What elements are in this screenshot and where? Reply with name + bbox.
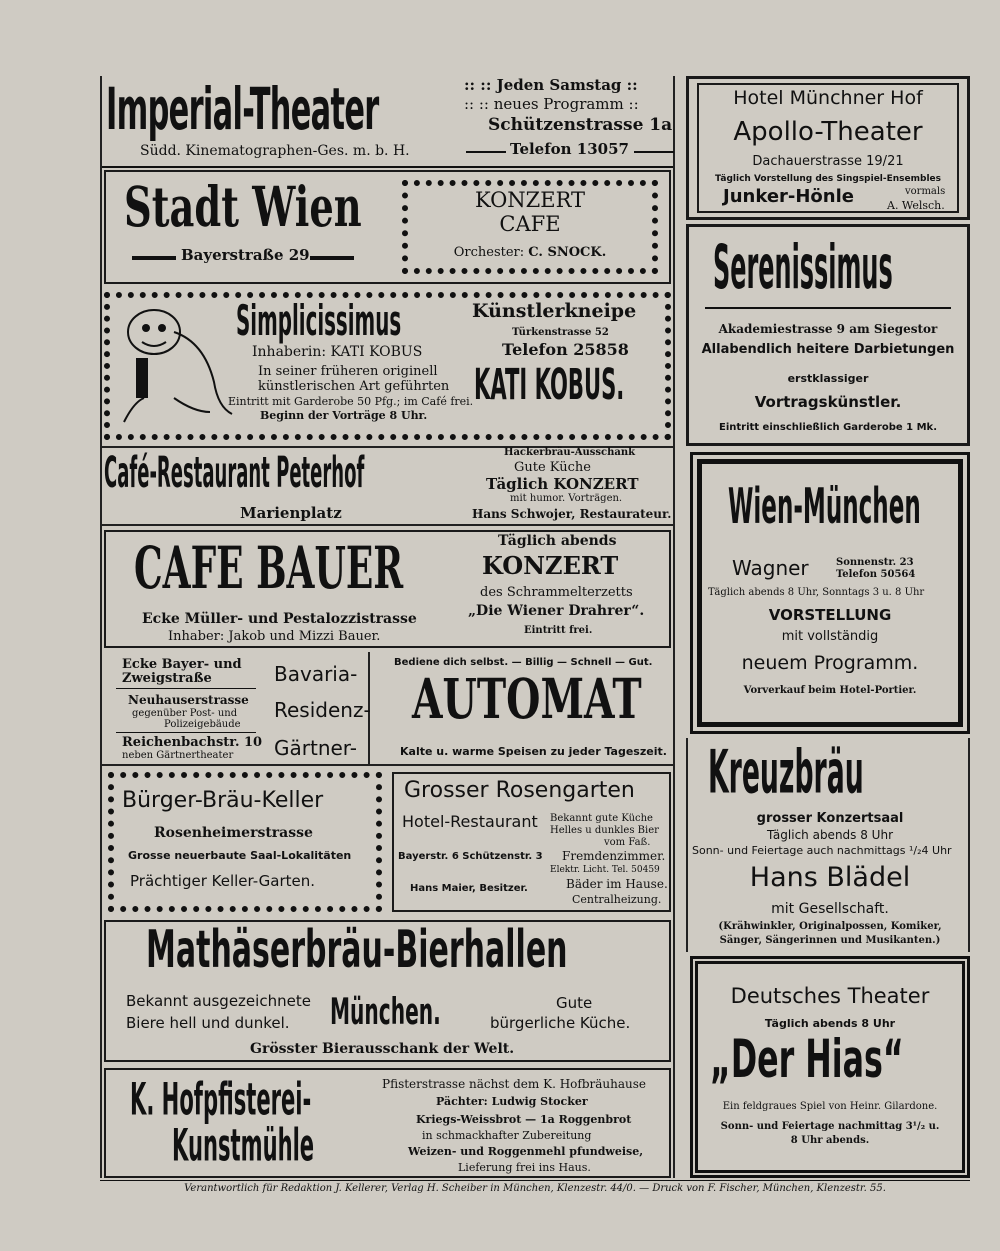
- hofpfisterei-l1: Pfisterstrasse nächst dem K. Hofbräuhause: [382, 1077, 646, 1091]
- wien-muenchen-addr1: Sonnenstr. 23: [836, 557, 914, 568]
- rosengarten-r2: Helles u dunkles Bier: [550, 825, 659, 836]
- rosengarten-r6: Bäder im Hause.: [566, 877, 668, 891]
- apollo-l2: Täglich Vorstellung des Singspiel-Ensembles: [714, 174, 942, 184]
- wien-muenchen-l1: VORSTELLUNG: [768, 606, 892, 624]
- simplicissimus-owner: Inhaberin: KATI KOBUS: [252, 344, 423, 360]
- rosengarten-r4: Fremdenzimmer.: [562, 849, 666, 863]
- konzert-cafe-frame: [402, 180, 658, 274]
- kreuzbraeu-title: Kreuzbräu: [708, 736, 864, 807]
- simplicissimus-kneipe: Künstlerkneipe: [472, 300, 637, 322]
- rosengarten-sub: Hotel-Restaurant: [402, 812, 538, 831]
- bulldog-icon: [114, 302, 234, 430]
- ad-peterhof: [102, 446, 673, 526]
- rosengarten-r1: Bekannt gute Küche: [550, 813, 653, 824]
- peterhof-l3: Täglich KONZERT: [486, 475, 639, 493]
- wien-muenchen-times: Täglich abends 8 Uhr, Sonntags 3 u. 8 Uhr: [708, 587, 925, 598]
- ad-mathaeser: [104, 920, 671, 1062]
- ad-stadt-wien: [104, 170, 671, 284]
- cafe-bauer-l3: des Schrammelterzetts: [480, 585, 633, 600]
- cafe-bauer-title: CAFE BAUER: [134, 535, 404, 603]
- ad-rosengarten: [392, 772, 671, 912]
- hofpfisterei-l3: Kriegs-Weissbrot — 1a Roggenbrot: [416, 1113, 632, 1126]
- wien-muenchen-title: Wien-München: [728, 479, 921, 536]
- serenissimus-l4: Vortragskünstler.: [754, 393, 902, 411]
- hofpfisterei-l4: in schmackhafter Zubereitung: [422, 1129, 592, 1142]
- automat-loc2c: Polizeigebäude: [164, 719, 241, 730]
- cafe-bauer-owner: Inhaber: Jakob und Mizzi Bauer.: [168, 629, 381, 644]
- peterhof-title: Café-Restaurant Peterhof: [104, 448, 365, 499]
- ad-buergerbraeu: [108, 772, 382, 912]
- apollo-title: Apollo-Theater: [733, 117, 923, 147]
- automat-n3: Gärtner-: [274, 736, 357, 760]
- hofpfisterei-l2: Pächter: Ludwig Stocker: [436, 1095, 588, 1108]
- ad-deutsches-theater: [690, 956, 970, 1178]
- kreuzbraeu-l6: Sänger, Sängerinnen und Musikanten.): [719, 935, 941, 946]
- simplicissimus-text3: Eintritt mit Garderobe 50 Pfg.; im Café frei.: [228, 395, 474, 408]
- serenissimus-l5: Eintritt einschließlich Garderobe 1 Mk.: [719, 422, 937, 433]
- orchester-label: Orchester:: [453, 245, 525, 260]
- kreuzbraeu-name: Hans Blädel: [749, 862, 911, 893]
- ad-imperial-theater: [102, 76, 673, 166]
- wien-muenchen-name: Wagner: [732, 556, 809, 580]
- automat-top: Bediene dich selbst. — Billig — Schnell — Gut.: [394, 657, 653, 668]
- buergerbraeu-l3: Prächtiger Keller-Garten.: [130, 872, 316, 890]
- simplicissimus-title: Simplicissimus: [236, 296, 402, 346]
- ad-automat: [102, 652, 673, 766]
- cafe-bauer-l1: Täglich abends: [498, 533, 617, 549]
- cafe-bauer-addr: Ecke Müller- und Pestalozzistrasse: [142, 611, 417, 627]
- cafe-bauer-l4: „Die Wiener Drahrer“.: [468, 603, 645, 619]
- peterhof-place: Marienplatz: [240, 504, 342, 522]
- mathaeser-right1: Gute: [556, 994, 593, 1012]
- imperial-rule-right: [634, 151, 674, 153]
- simplicissimus-street: Türkenstrasse 52: [512, 327, 609, 338]
- wien-muenchen-addr2: Telefon 50564: [836, 569, 916, 580]
- wien-muenchen-l4: Vorverkauf beim Hotel-Portier.: [743, 685, 917, 696]
- kreuzbraeu-l3: Sonn- und Feiertage auch nachmittags ¹/₂4 Uhr: [692, 844, 952, 857]
- peterhof-l5: Hans Schwojer, Restaurateur.: [472, 507, 672, 521]
- apollo-l1: Hotel Münchner Hof: [733, 87, 923, 109]
- simplicissimus-name: KATI KOBUS.: [474, 360, 625, 411]
- wien-muenchen-l2: mit vollständig: [781, 629, 879, 644]
- apollo-vormals: vormals: [905, 186, 946, 197]
- deutsches-title: Deutsches Theater: [730, 984, 930, 1008]
- mathaeser-city: München.: [330, 990, 441, 1033]
- buergerbraeu-l2: Grosse neuerbaute Saal-Lokalitäten: [128, 849, 352, 862]
- deutsches-l3: Sonn- und Feiertage nachmittag 3¹/₂ u.: [720, 1121, 940, 1132]
- simplicissimus-text1: In seiner früheren originell: [258, 364, 438, 379]
- mathaeser-left2: Biere hell und dunkel.: [126, 1014, 290, 1032]
- cafe-bauer-l5: Eintritt frei.: [524, 625, 593, 636]
- automat-loc3a: Reichenbachstr. 10: [122, 735, 263, 750]
- stadt-wien-cafe: CAFE: [499, 212, 561, 236]
- imperial-phone: Telefon 13057: [510, 140, 629, 158]
- simplicissimus-text4: Beginn der Vorträge 8 Uhr.: [260, 409, 428, 422]
- ad-cafe-bauer: [104, 530, 671, 648]
- rosengarten-r7: Centralheizung.: [572, 893, 662, 906]
- apollo-name: Junker-Hönle: [723, 186, 854, 207]
- rosengarten-owner: Hans Maier, Besitzer.: [410, 883, 528, 894]
- ad-simplicissimus: [104, 292, 671, 440]
- hofpfisterei-l6: Lieferung frei ins Haus.: [458, 1161, 591, 1174]
- serenissimus-rule: [705, 307, 951, 309]
- deutsches-l1: Täglich abends 8 Uhr: [764, 1017, 896, 1030]
- buergerbraeu-title: Bürger-Bräu-Keller: [122, 788, 324, 813]
- orchester-name: C. SNOCK.: [528, 245, 607, 260]
- mathaeser-left1: Bekannt ausgezeichnete: [126, 992, 311, 1010]
- automat-bottom: Kalte u. warme Speisen zu jeder Tageszeit.: [400, 745, 667, 758]
- deutsches-l4: 8 Uhr abends.: [790, 1135, 870, 1146]
- imperial-line1: :: :: Jeden Samstag ::: [464, 76, 638, 94]
- apollo-addr: Dachauerstrasse 19/21: [752, 154, 904, 169]
- automat-rule: [116, 688, 256, 689]
- serenissimus-l3: erstklassiger: [787, 372, 869, 385]
- automat-loc1a: Ecke Bayer- und: [122, 657, 242, 672]
- imperial-company: Südd. Kinematographen-Ges. m. b. H.: [140, 143, 410, 159]
- stadt-wien-orchester: [408, 246, 652, 259]
- kreuzbraeu-l4: mit Gesellschaft.: [771, 901, 889, 917]
- wien-muenchen-l3: neuem Programm.: [741, 652, 919, 674]
- peterhof-l2: Gute Küche: [514, 460, 591, 475]
- hofpfisterei-title1: K. Hofpfisterei-: [130, 1074, 312, 1127]
- rosengarten-r5: Elektr. Licht. Tel. 50459: [550, 865, 660, 875]
- ad-wien-muenchen: [690, 452, 970, 734]
- mathaeser-bottom: Grösster Bierausschank der Welt.: [250, 1041, 515, 1057]
- stadt-wien-address: Bayerstraße 29: [181, 246, 310, 264]
- peterhof-l4: mit humor. Vorträgen.: [510, 493, 623, 504]
- automat-loc2a: Neuhauserstrasse: [128, 693, 249, 707]
- automat-loc1b: Zweigstraße: [122, 671, 212, 686]
- serenissimus-l1: Akademiestrasse 9 am Siegestor: [718, 322, 938, 336]
- imperial-rule-left: [466, 151, 506, 153]
- stadt-wien-rule-right: [310, 256, 354, 260]
- simplicissimus-phone: Telefon 25858: [502, 340, 629, 359]
- apollo-welsch: A. Welsch.: [887, 199, 945, 212]
- imperial-title: Imperial-Theater: [106, 75, 379, 143]
- automat-n1: Bavaria-: [274, 662, 358, 686]
- divider: [102, 166, 673, 168]
- mathaeser-right2: bürgerliche Küche.: [490, 1014, 631, 1032]
- serenissimus-title: Serenissimus: [713, 231, 893, 303]
- automat-title: AUTOMAT: [412, 667, 642, 732]
- automat-loc2b: gegenüber Post- und: [132, 708, 238, 719]
- mathaeser-title: Mathäserbräu-Bierhallen: [146, 920, 568, 980]
- rosengarten-addr: Bayerstr. 6 Schützenstr. 3: [398, 851, 543, 862]
- footer-rule: [100, 1180, 970, 1181]
- rosengarten-r3: vom Faß.: [604, 837, 651, 848]
- ad-hofpfisterei: [104, 1068, 671, 1178]
- buergerbraeu-l1: Rosenheimerstrasse: [154, 825, 313, 841]
- automat-loc3b: neben Gärtnertheater: [122, 750, 234, 761]
- rosengarten-title: Grosser Rosengarten: [404, 778, 635, 803]
- automat-rule: [116, 732, 256, 733]
- stadt-wien-title: Stadt Wien: [124, 175, 362, 240]
- imperial-address: Schützenstrasse 1a: [488, 115, 673, 135]
- serenissimus-l2: Allabendlich heitere Darbietungen: [701, 342, 955, 357]
- hofpfisterei-title2: Kunstmühle: [172, 1120, 315, 1173]
- stadt-wien-rule-left: [132, 256, 176, 260]
- automat-n2: Residenz-: [274, 698, 371, 722]
- hofpfisterei-l5: Weizen- und Roggenmehl pfundweise,: [408, 1145, 644, 1158]
- imperial-line2: :: :: neues Programm ::: [464, 95, 639, 113]
- kreuzbraeu-l1: grosser Konzertsaal: [756, 811, 904, 826]
- deutsches-l2: Ein feldgraues Spiel von Heinr. Gilardone.: [722, 1101, 938, 1112]
- simplicissimus-text2: künstlerischen Art geführten: [258, 379, 450, 394]
- kreuzbraeu-l2: Täglich abends 8 Uhr: [767, 828, 893, 842]
- ad-kreuzbraeu: [686, 738, 970, 952]
- cafe-bauer-l2: KONZERT: [482, 551, 619, 580]
- ad-apollo: [686, 76, 970, 220]
- deutsches-play: „Der Hias“: [710, 1029, 904, 1091]
- peterhof-l1: Hackerbräu-Ausschank: [504, 447, 636, 458]
- footer-text: Verantwortlich für Redaktion J. Kellerer, Verlag H. Scheiber in München, Klenzestr. 44/0. — Druck von F. Fischer, München, Klenzestr. 55.: [184, 1183, 886, 1194]
- stadt-wien-konzert: KONZERT: [474, 188, 586, 212]
- kreuzbraeu-l5: (Krähwinkler, Originalpossen, Komiker,: [718, 921, 942, 932]
- ad-serenissimus: [686, 224, 970, 446]
